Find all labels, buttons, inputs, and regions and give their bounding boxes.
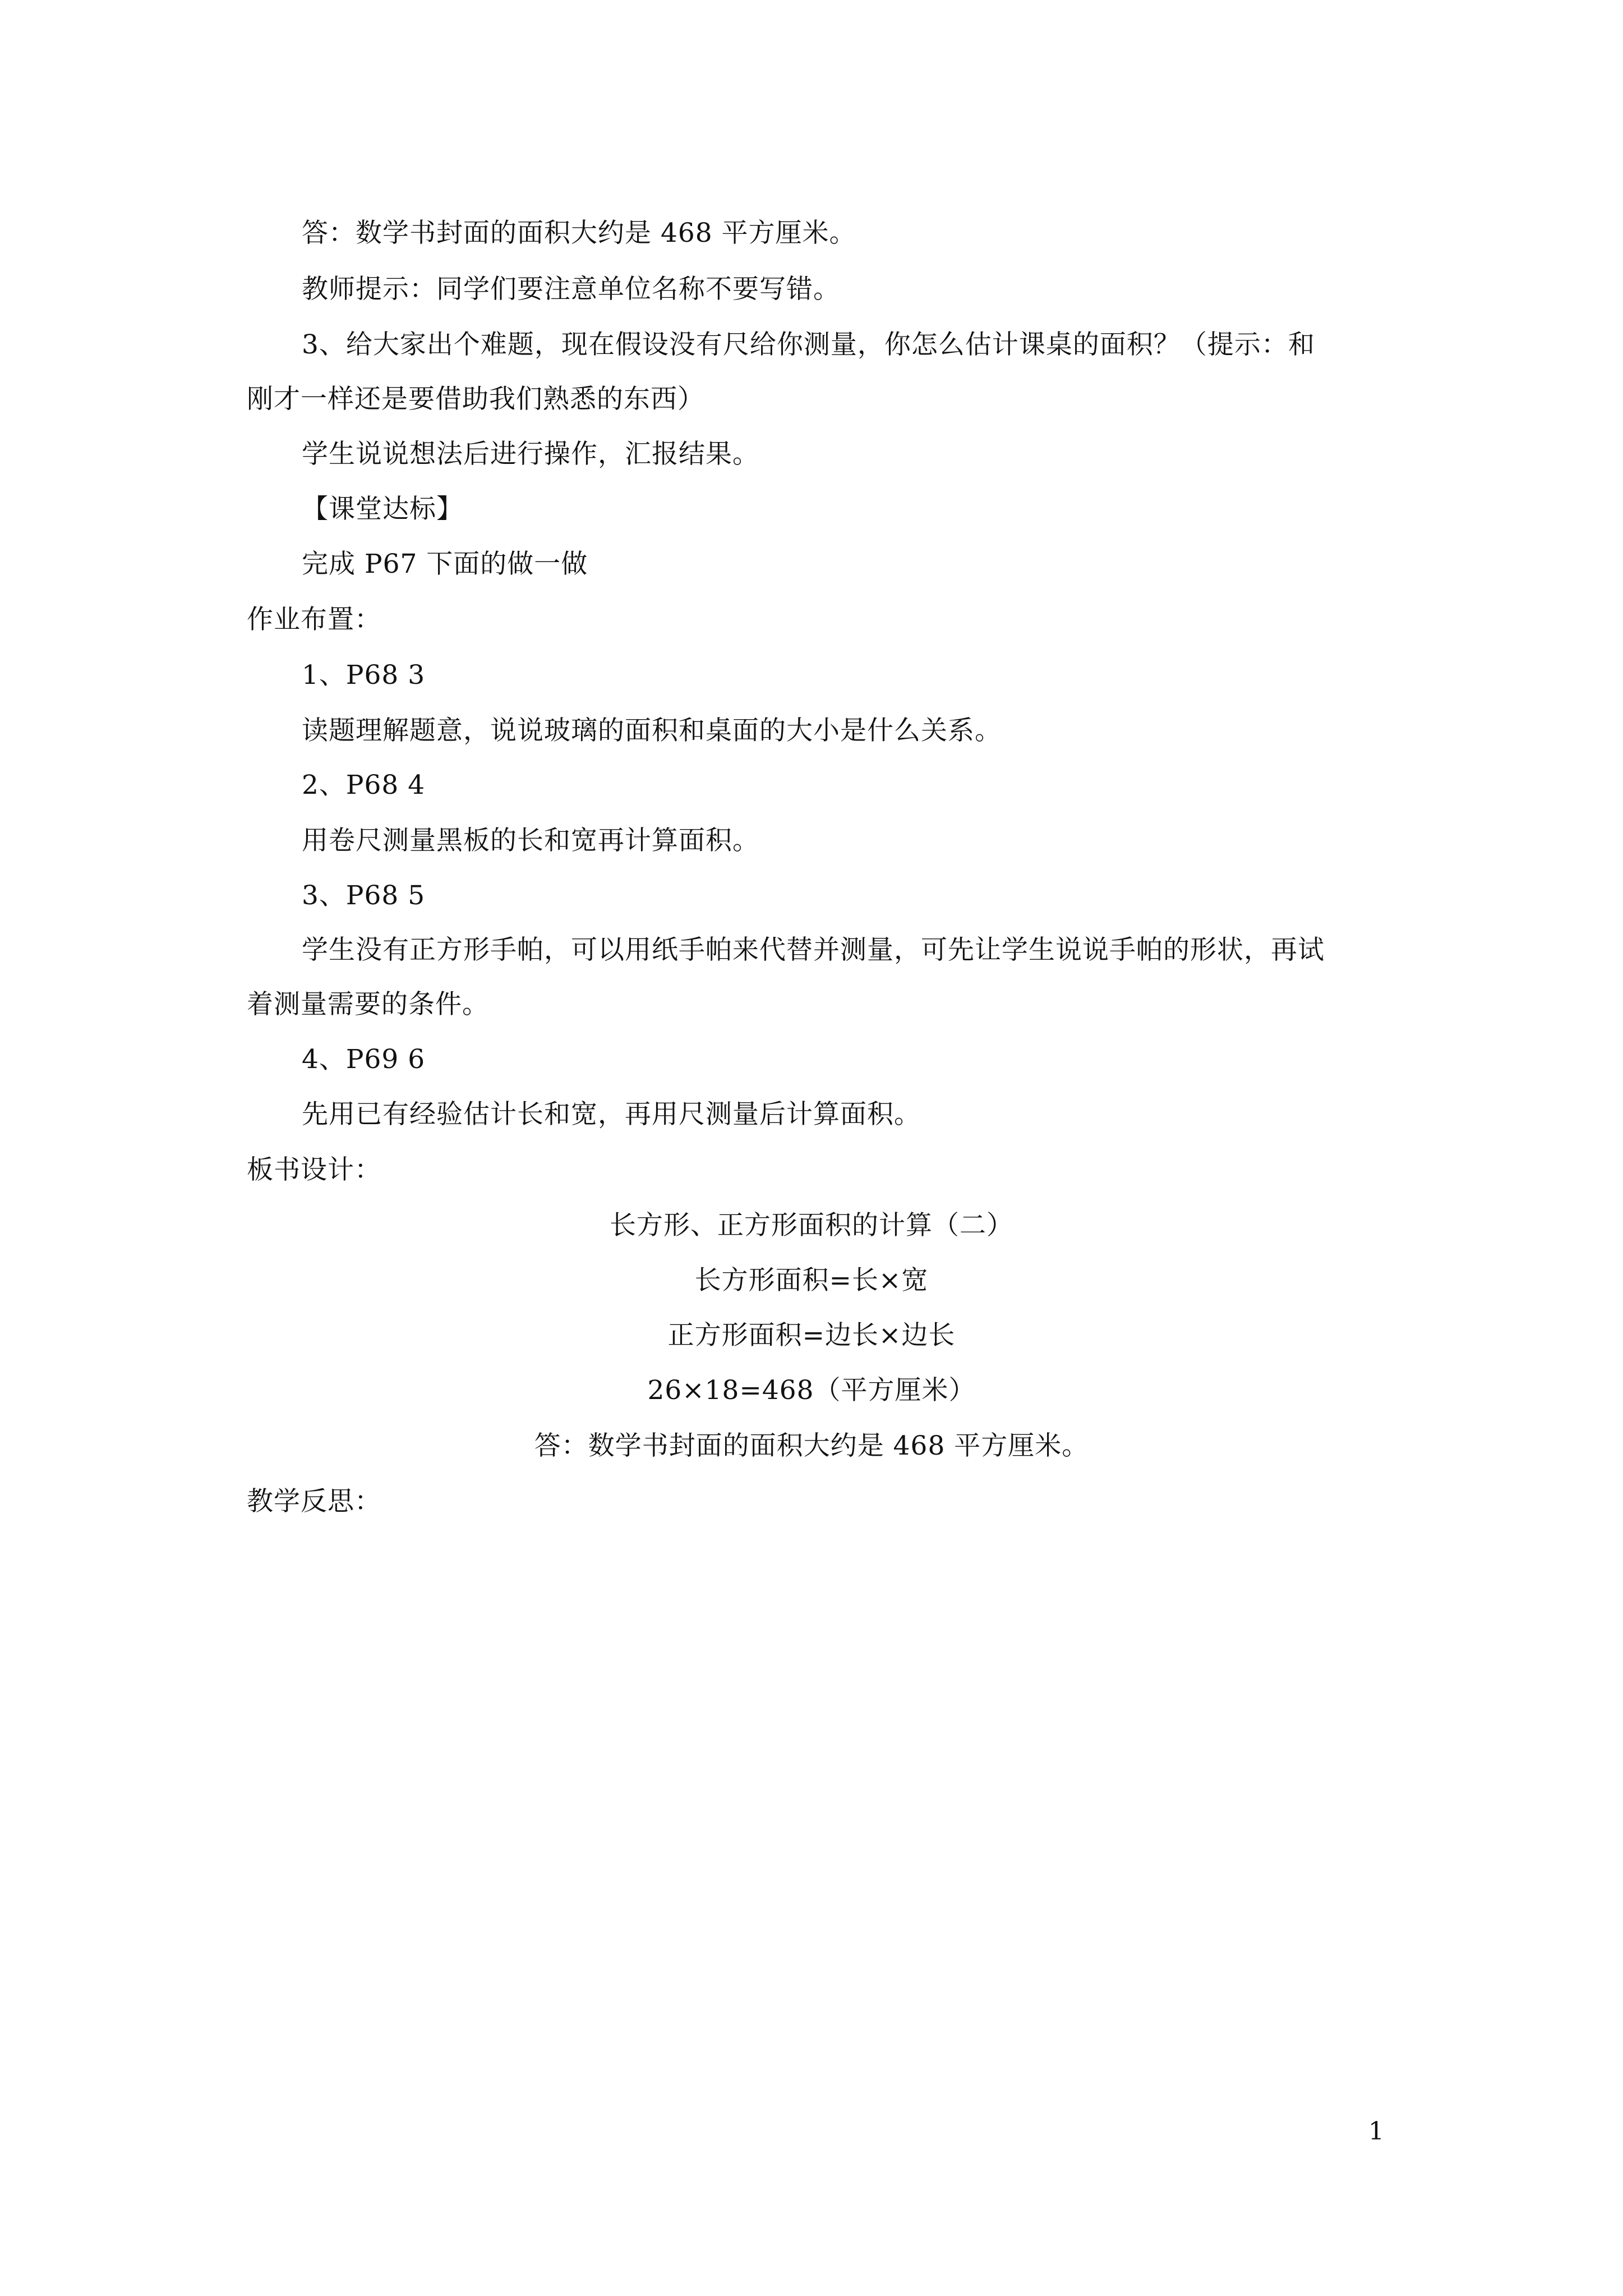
homework-item-1: 1、P68 3 <box>302 660 426 691</box>
student-report-line: 学生说说想法后进行操作，汇报结果。 <box>302 439 759 470</box>
board-title: 长方形、正方形面积的计算（二） <box>610 1210 1013 1241</box>
homework-item-4-text: 先用已有经验估计长和宽，再用尺测量后计算面积。 <box>302 1099 921 1130</box>
homework-item-3-text-2: 着测量需要的条件。 <box>247 989 489 1020</box>
homework-item-1-text: 读题理解题意，说说玻璃的面积和桌面的大小是什么关系。 <box>302 715 1002 746</box>
homework-item-2: 2、P68 4 <box>302 770 426 800</box>
board-answer-line: 答：数学书封面的面积大约是 468 平方厘米。 <box>534 1430 1089 1461</box>
exercise-line: 完成 P67 下面的做一做 <box>302 549 588 579</box>
homework-item-2-text: 用卷尺测量黑板的长和宽再计算面积。 <box>302 825 759 856</box>
homework-item-3-text-1: 学生没有正方形手帕，可以用纸手帕来代替并测量，可先让学生说说手帕的形状，再试 <box>302 935 1325 965</box>
question-3-line-2: 刚才一样还是要借助我们熟悉的东西） <box>247 384 704 415</box>
teacher-tip-line: 教师提示：同学们要注意单位名称不要写错。 <box>302 274 840 305</box>
homework-item-3: 3、P68 5 <box>302 880 426 911</box>
homework-item-4: 4、P69 6 <box>302 1044 426 1075</box>
page-number: 1 <box>1368 2117 1384 2146</box>
rectangle-formula: 长方形面积=长×宽 <box>694 1265 929 1296</box>
question-3-line-1: 3、给大家出个难题，现在假设没有尺给你测量，你怎么估计课桌的面积？（提示：和 <box>302 329 1315 360</box>
homework-heading: 作业布置： <box>247 604 381 635</box>
board-design-heading: 板书设计： <box>247 1154 381 1185</box>
teaching-reflection-heading: 教学反思： <box>247 1486 381 1517</box>
answer-line: 答：数学书封面的面积大约是 468 平方厘米。 <box>302 218 856 249</box>
calculation-line: 26×18=468（平方厘米） <box>647 1375 976 1406</box>
classroom-goal-heading: 【课堂达标】 <box>302 494 463 524</box>
square-formula: 正方形面积=边长×边长 <box>667 1320 956 1351</box>
